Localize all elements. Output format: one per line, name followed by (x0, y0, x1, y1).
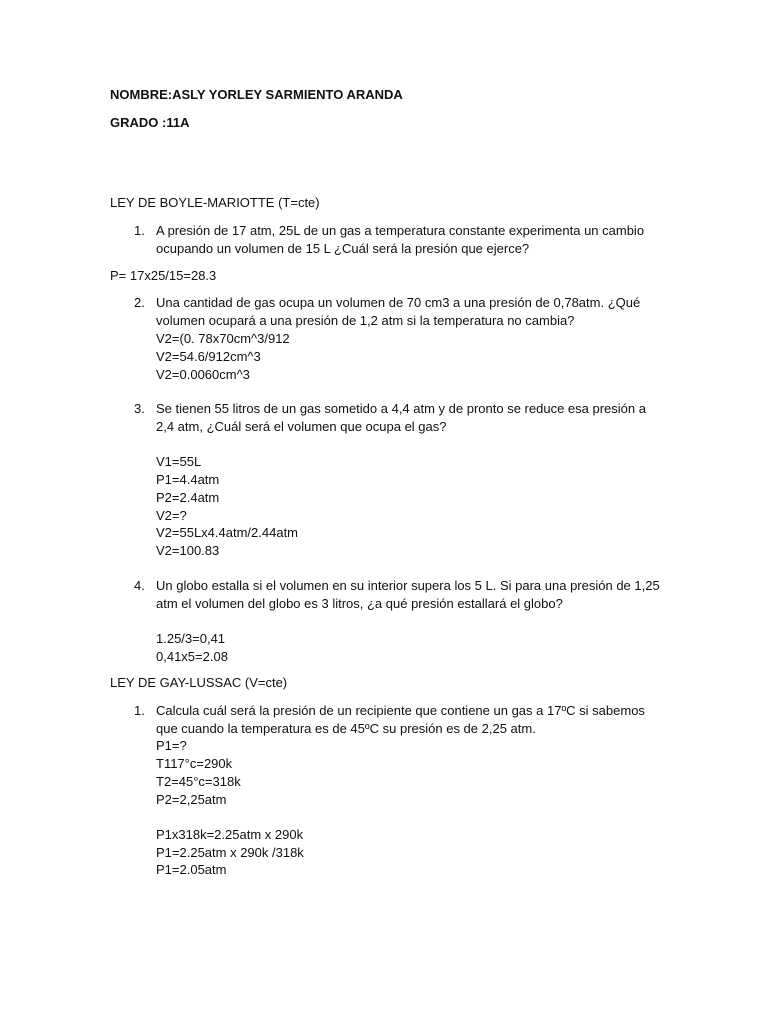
answer-text: V1=55L (156, 454, 202, 469)
answer-text: V2=(0. 78x70cm^3/912 (156, 331, 290, 346)
question-number: 1. (134, 223, 145, 238)
question-text: Se tienen 55 litros de un gas sometido a 4,4 atm y de pronto se reduce esa presión a (156, 401, 646, 416)
answer-text: V2=0.0060cm^3 (156, 367, 250, 382)
question-text: A presión de 17 atm, 25L de un gas a temperatura constante experimenta un cambio (156, 223, 645, 238)
student-grade: GRADO :11A (110, 115, 190, 130)
answer-text: T117°c=290k (156, 756, 233, 771)
question-number: 2. (134, 295, 145, 310)
question-text: 2,4 atm, ¿Cuál será el volumen que ocupa el gas? (156, 419, 447, 434)
question-text: volumen ocupará a una presión de 1,2 atm si la temperatura no cambia? (156, 313, 575, 328)
answer-text: V2=? (156, 508, 187, 523)
answer-text: P1=? (156, 738, 187, 753)
question-text: Una cantidad de gas ocupa un volumen de 70 cm3 a una presión de 0,78atm. ¿Qué (156, 295, 641, 310)
answer-text: V2=55Lx4.4atm/2.44atm (156, 525, 299, 540)
answer-text: T2=45°c=318k (156, 774, 241, 789)
answer-text: P= 17x25/15=28.3 (110, 268, 217, 283)
answer-text: P2=2,25atm (156, 792, 227, 807)
answer-text: P1x318k=2.25atm x 290k (156, 827, 304, 842)
student-name: NOMBRE:ASLY YORLEY SARMIENTO ARANDA (110, 87, 403, 102)
answer-text: 1.25/3=0,41 (156, 631, 226, 646)
question-number: 3. (134, 401, 145, 416)
answer-text: V2=100.83 (156, 543, 220, 558)
answer-text: P1=4.4atm (156, 472, 220, 487)
question-text: Un globo estalla si el volumen en su interior supera los 5 L. Si para una presión de 1,25 (156, 578, 660, 593)
section-title-gay-lussac: LEY DE GAY-LUSSAC (V=cte) (110, 675, 288, 690)
section-title-boyle: LEY DE BOYLE-MARIOTTE (T=cte) (110, 195, 320, 210)
answer-text: P1=2.25atm x 290k /318k (156, 845, 304, 860)
question-text: atm el volumen del globo es 3 litros, ¿a qué presión estallará el globo? (156, 596, 563, 611)
question-text: Calcula cuál será la presión de un recipiente que contiene un gas a 17ºC si sabemos (156, 703, 645, 718)
question-number: 1. (134, 703, 145, 718)
question-text: ocupando un volumen de 15 L ¿Cuál será la presión que ejerce? (156, 241, 530, 256)
answer-text: V2=54.6/912cm^3 (156, 349, 261, 364)
answer-text: P2=2.4atm (156, 490, 220, 505)
answer-text: 0,41x5=2.08 (156, 649, 228, 664)
question-number: 4. (134, 578, 145, 593)
answer-text: P1=2.05atm (156, 862, 227, 877)
question-text: que cuando la temperatura es de 45ºC su presión es de 2,25 atm. (156, 721, 536, 736)
